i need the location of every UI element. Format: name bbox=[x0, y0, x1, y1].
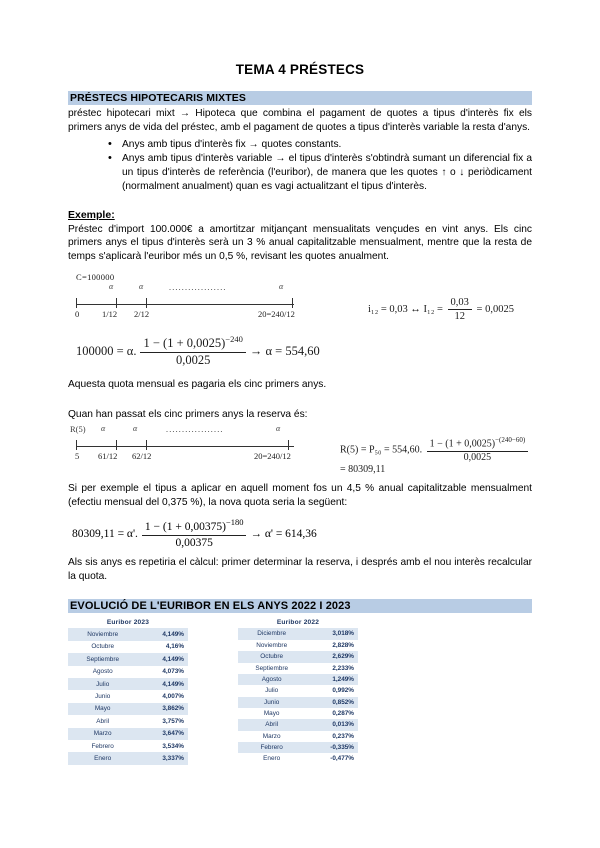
timeline-block-1 bbox=[68, 272, 532, 368]
table-row bbox=[238, 651, 358, 662]
value-cell: 4,149% bbox=[137, 653, 188, 665]
table-row bbox=[68, 641, 188, 653]
fraction-numerator: $1 - (1 + 0,0025)^{-240}$ bbox=[140, 334, 245, 353]
table-row bbox=[238, 628, 358, 639]
example-label: Exemple: bbox=[68, 208, 115, 221]
value-cell: 0,992% bbox=[305, 685, 358, 696]
fraction-exponent: −(240−60) bbox=[495, 435, 526, 444]
timeline-label-2: 2/12 bbox=[134, 308, 150, 319]
euribor-2022-table bbox=[238, 619, 358, 764]
timeline-dots: .................. bbox=[166, 424, 224, 434]
reserve-equation-result: = 80309,11 bbox=[340, 464, 386, 476]
reserve-equation-left: R(5) = P₅₀ = 554,60. bbox=[340, 444, 423, 456]
month-cell: Junio bbox=[68, 690, 137, 702]
value-cell: 3,534% bbox=[137, 740, 188, 752]
table-row bbox=[68, 678, 188, 690]
month-cell: Noviembre bbox=[238, 640, 305, 651]
timeline-label-1: 1/12 bbox=[102, 308, 118, 319]
fraction-numerator: $1 - (1 + 0,00375)^{-180}$ bbox=[142, 517, 247, 535]
table-row bbox=[238, 742, 358, 753]
table-row bbox=[68, 703, 188, 715]
table-row bbox=[238, 719, 358, 730]
timeline-label-3: 20=240/12 bbox=[254, 450, 291, 461]
euribor-2022-caption: Euribor 2022 bbox=[276, 619, 320, 627]
month-cell: Octubre bbox=[238, 651, 305, 662]
rate-conversion-result: = 0,0025 bbox=[476, 303, 514, 315]
month-cell: Mayo bbox=[68, 703, 137, 715]
timeline-alpha-2: α bbox=[133, 423, 138, 433]
table-row bbox=[238, 640, 358, 651]
quota-equation bbox=[76, 334, 532, 368]
value-cell: 3,337% bbox=[137, 752, 188, 764]
month-cell: Julio bbox=[238, 685, 305, 696]
month-cell: Agosto bbox=[238, 674, 305, 685]
list-item: • Anys amb tipus d'interès fix → quotes constants. bbox=[108, 138, 532, 152]
value-cell: 1,249% bbox=[305, 674, 358, 685]
timeline-alpha-1: α bbox=[109, 281, 114, 291]
timeline-block-2 bbox=[68, 424, 532, 476]
fraction-numerator: $1 - (1 + 0,0025)^{-(240-60)}$ bbox=[427, 436, 529, 452]
month-cell: Junio bbox=[238, 697, 305, 708]
quota-equation-fraction bbox=[140, 334, 245, 368]
table-row bbox=[68, 653, 188, 665]
new-quota-left: 80309,11 = α'. bbox=[72, 527, 138, 540]
fraction-exponent: −240 bbox=[225, 333, 243, 344]
mixtes-bullet-list bbox=[68, 138, 532, 194]
value-cell: 4,073% bbox=[137, 666, 188, 678]
month-cell: Agosto bbox=[68, 666, 137, 678]
timeline-diagram-2 bbox=[70, 423, 376, 470]
month-cell: Julio bbox=[68, 678, 137, 690]
table-row bbox=[238, 697, 358, 708]
example-note-1: Aquesta quota mensual es pagaria els cinc primers anys. bbox=[68, 379, 327, 391]
euribor-tables-row bbox=[68, 619, 532, 764]
month-cell: Octubre bbox=[68, 641, 137, 653]
table-row bbox=[238, 663, 358, 674]
month-cell: Mayo bbox=[238, 708, 305, 719]
value-cell: 4,149% bbox=[137, 678, 188, 690]
variable-rate-paragraph: Si per exemple el tipus a aplicar en aquell moment fos un 4,5 % anual capitalitzable mensualment (efectiu mensual del 0,375 %), la nova quota seria la següent: bbox=[68, 482, 532, 508]
value-cell: 3,647% bbox=[137, 728, 188, 740]
new-quota-fraction bbox=[142, 517, 247, 550]
euribor-section-heading: EVOLUCIÓ DE L'EURIBOR EN ELS ANYS 2022 I 2023 bbox=[68, 599, 532, 613]
value-cell: 0,852% bbox=[305, 697, 358, 708]
table-row bbox=[68, 728, 188, 740]
table-row bbox=[68, 628, 188, 640]
table-row bbox=[238, 674, 358, 685]
timeline-label-3: 20=240/12 bbox=[258, 308, 295, 319]
timeline-alpha-2: α bbox=[139, 281, 144, 291]
fraction-exponent: −180 bbox=[225, 517, 244, 528]
month-cell: Abril bbox=[238, 719, 305, 730]
month-cell: Enero bbox=[68, 752, 137, 764]
month-cell: Febrero bbox=[68, 740, 137, 752]
rate-conversion-prefix: i₁₂ = 0,03 ↔ I₁₂ = bbox=[368, 303, 443, 315]
reserve-symbol: R(5) bbox=[70, 423, 86, 434]
table-row bbox=[238, 731, 358, 742]
table-row bbox=[68, 740, 188, 752]
timeline-alpha-3: α bbox=[276, 423, 281, 433]
month-cell: Enero bbox=[238, 753, 305, 764]
fraction-denominator: 0,0025 bbox=[175, 352, 211, 367]
example-statement: Préstec d'import 100.000€ a amortitzar mitjançant mensualitats vençudes en vint anys. Els cinc primers anys el tipus d'interès serà un 3 % anual capitalitzable mensualment, mentre que la resta de temps s'aplicarà l'euribor més un 0,5 %, revisant les quotes anualment. bbox=[68, 223, 532, 263]
value-cell: -0,477% bbox=[305, 753, 358, 764]
timeline-alpha-3: α bbox=[279, 281, 284, 291]
value-cell: 2,233% bbox=[305, 663, 358, 674]
value-cell: 4,16% bbox=[137, 641, 188, 653]
value-cell: 3,757% bbox=[137, 715, 188, 727]
section-intro-paragraph: préstec hipotecari mixt → Hipoteca que combina el pagament de quotes a tipus d'interès fix els primers anys de vida del préstec, amb el pagament de quotes a tipus d'interès variable la resta d'anys. bbox=[68, 108, 532, 133]
page-title: TEMA 4 PRÉSTECS bbox=[235, 62, 365, 77]
month-cell: Abril bbox=[68, 715, 137, 727]
table-row bbox=[68, 715, 188, 727]
value-cell: 3,018% bbox=[305, 628, 358, 639]
quota-equation-result: → α = 554,60 bbox=[249, 343, 320, 358]
example-note-2: Quan han passat els cinc primers anys la reserva és: bbox=[68, 409, 308, 421]
quota-equation-left: 100000 = α. bbox=[76, 343, 137, 358]
timeline-axis bbox=[76, 297, 294, 307]
value-cell: 3,862% bbox=[137, 703, 188, 715]
euribor-2023-body bbox=[68, 628, 188, 764]
capital-line: C=100000 bbox=[76, 271, 115, 282]
fraction-denominator: 0,0025 bbox=[463, 451, 492, 463]
rate-conversion-equation bbox=[368, 296, 514, 323]
timeline-label-1: 61/12 bbox=[98, 450, 118, 461]
reserve-equation bbox=[340, 436, 532, 475]
table-row bbox=[68, 752, 188, 764]
reserve-equation-fraction bbox=[427, 436, 529, 464]
new-quota-result: → α' = 614,36 bbox=[250, 527, 317, 540]
value-cell: 2,629% bbox=[305, 651, 358, 662]
value-cell: 0,013% bbox=[305, 719, 358, 730]
timeline-alpha-1: α bbox=[101, 423, 106, 433]
table-row bbox=[238, 708, 358, 719]
table-row bbox=[238, 685, 358, 696]
new-quota-equation bbox=[72, 517, 532, 550]
document-content bbox=[68, 62, 532, 765]
value-cell: 0,237% bbox=[305, 731, 358, 742]
month-cell: Septiembre bbox=[238, 663, 305, 674]
section-heading-mixtes: PRÉSTECS HIPOTECARIS MIXTES bbox=[68, 91, 532, 105]
fraction-denominator: 12 bbox=[454, 311, 465, 323]
list-item: • Anys amb tipus d'interès variable → el tipus d'interès s'obtindrà sumant un diferencial fix a un tipus d'interès de referència (l'euribor), de manera que les quotes ↑ o ↓ periòdicament (normalment anualment) quan es vagi actualitzant el tipus d'interès. bbox=[108, 152, 532, 193]
euribor-2022-body bbox=[238, 628, 358, 764]
value-cell: 4,007% bbox=[137, 690, 188, 702]
timeline-label-0: 0 bbox=[75, 308, 80, 319]
euribor-2023-table bbox=[68, 619, 188, 764]
value-cell: 4,149% bbox=[137, 628, 188, 640]
timeline-axis bbox=[76, 439, 294, 449]
timeline-diagram-1 bbox=[76, 282, 376, 328]
example-closing-paragraph: Als sis anys es repetiria el càlcul: primer determinar la reserva, i després amb el nou interès recalcular la quota. bbox=[68, 556, 532, 582]
month-cell: Septiembre bbox=[68, 653, 137, 665]
value-cell: 2,828% bbox=[305, 640, 358, 651]
timeline-label-0: 5 bbox=[75, 450, 80, 461]
month-cell: Marzo bbox=[68, 728, 137, 740]
value-cell: -0,335% bbox=[305, 742, 358, 753]
fraction-denominator: 0,00375 bbox=[175, 536, 213, 549]
month-cell: Marzo bbox=[238, 731, 305, 742]
table-row bbox=[68, 690, 188, 702]
month-cell: Noviembre bbox=[68, 628, 137, 640]
value-cell: 0,287% bbox=[305, 708, 358, 719]
rate-conversion-fraction bbox=[448, 296, 472, 323]
timeline-dots: .................. bbox=[169, 282, 227, 292]
timeline-label-2: 62/12 bbox=[132, 450, 152, 461]
fraction-numerator: 0,03 bbox=[448, 296, 472, 310]
euribor-2023-caption: Euribor 2023 bbox=[106, 619, 150, 627]
table-row bbox=[238, 753, 358, 764]
table-row bbox=[68, 666, 188, 678]
month-cell: Diciembre bbox=[238, 628, 305, 639]
month-cell: Febrero bbox=[238, 742, 305, 753]
